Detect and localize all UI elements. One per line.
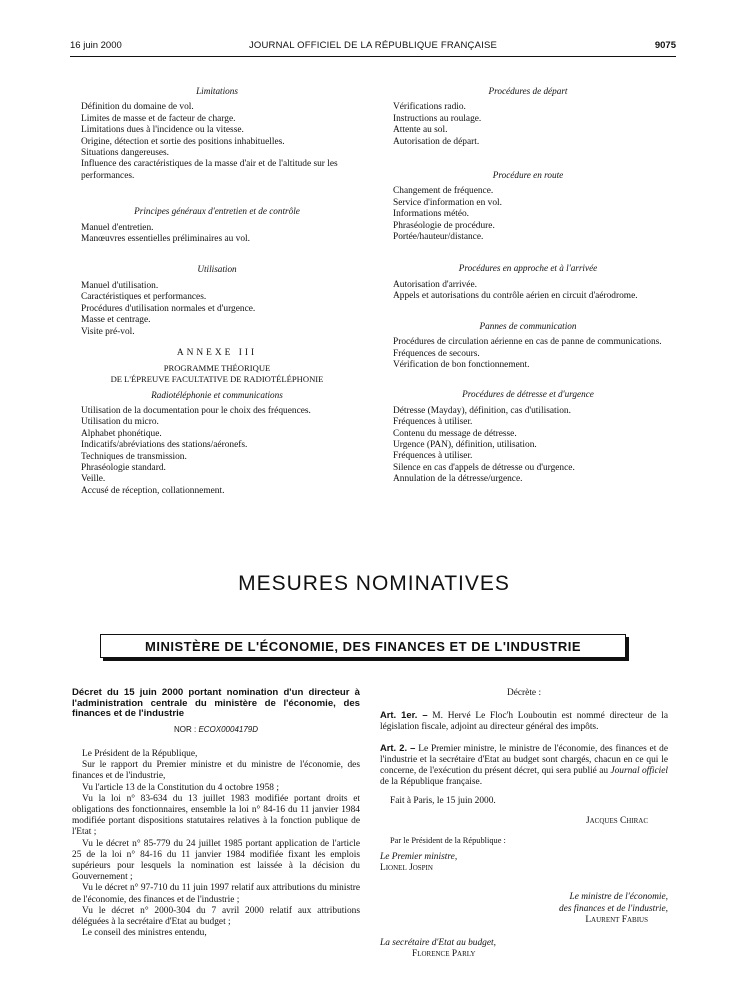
- list-item: Caractéristiques et performances.: [81, 292, 207, 303]
- section: [384, 389, 672, 485]
- section-heading: Utilisation: [197, 264, 237, 275]
- secretary-title: La secrétaire d'Etat au budget,: [380, 938, 496, 949]
- list-item: Autorisation d'arrivée.: [393, 279, 477, 290]
- list-item: Phraséologie de procédure.: [393, 220, 495, 231]
- list-item: Manuel d'utilisation.: [81, 280, 159, 291]
- section: [384, 263, 672, 302]
- section-heading: Procédures en approche et à l'arrivée: [458, 263, 598, 274]
- header-title: JOURNAL OFFICIEL DE LA RÉPUBLIQUE FRANÇAISE: [248, 40, 498, 51]
- decree-paragraph: Sur le rapport du Premier ministre et du ministre de l'économie, des finances et de l'industrie,: [72, 760, 360, 782]
- list-item: Limitations dues à l'incidence ou la vitesse.: [81, 125, 244, 136]
- pm-name: Lionel Jospin: [380, 863, 433, 874]
- secretary-name: Florence Parly: [412, 949, 476, 960]
- list-item: Appels et autorisations du contrôle aérien en circuit d'aérodrome.: [393, 291, 638, 302]
- section: [384, 86, 672, 148]
- annex-program-title: [72, 363, 362, 384]
- article-2-label: Art. 2. –: [380, 741, 416, 753]
- pm-title: Le Premier ministre,: [380, 852, 458, 863]
- section-heading: Procédure en route: [492, 170, 564, 181]
- section-heading-mesures: MESURES NOMINATIVES: [238, 572, 510, 595]
- section: [384, 170, 672, 243]
- list-item: Portée/hauteur/distance.: [393, 232, 484, 243]
- list-item: Limites de masse et de facteur de charge.: [81, 113, 236, 124]
- list-item: Procédures d'utilisation normales et d'urgence.: [81, 303, 256, 314]
- list-item: Vérifications radio.: [393, 102, 466, 113]
- decree-paragraph: Le conseil des ministres entendu,: [82, 928, 207, 939]
- decree-paragraphs: [72, 749, 360, 939]
- article-2-text-b: de la République française.: [380, 777, 483, 788]
- decree-title: Décret du 15 juin 2000 portant nomination d'un directeur à l'administration centrale du ministère de l'économie, des finances et de l'industrie: [72, 687, 360, 720]
- decrete-label: Décrète :: [506, 688, 542, 698]
- list-item: Fréquences à utiliser.: [393, 417, 473, 428]
- minister-title-2: des finances et de l'industrie,: [558, 903, 668, 914]
- list-item: Masse et centrage.: [81, 315, 151, 326]
- list-item: Influence des caractéristiques de la masse d'air et de l'altitude sur les performances.: [81, 159, 338, 181]
- decree-paragraph: Le Président de la République,: [82, 748, 198, 759]
- section: [72, 86, 362, 182]
- section-heading: Pannes de communication: [479, 320, 577, 331]
- list-item: Indicatifs/abréviations des stations/aéronefs.: [81, 440, 248, 451]
- annex-label: ANNEXE III: [176, 347, 258, 358]
- decree-right-column: [380, 688, 668, 960]
- article-2-journal: Journal officiel: [610, 766, 668, 777]
- ministry-title: MINISTÈRE DE L'ÉCONOMIE, DES FINANCES ET DE L'INDUSTRIE: [145, 638, 581, 654]
- list-item: Phraséologie standard.: [81, 462, 166, 473]
- list-item: Utilisation du micro.: [81, 417, 159, 428]
- list-item: Visite pré-vol.: [81, 326, 135, 337]
- decree-paragraph: Vu la loi n° 83-634 du 13 juillet 1983 modifiée portant droits et obligations des fonctionnaires, ensemble la loi n° 84-16 du 11 janvier 1984 modifiée portant dispositions statutaires relatives à la fonction publique de l'Etat ;: [72, 793, 360, 838]
- list-item: Veille.: [81, 474, 106, 485]
- page-header: [70, 40, 676, 54]
- header-rule: [70, 56, 676, 57]
- decree-paragraph: Vu l'article 13 de la Constitution du 4 octobre 1958 ;: [82, 782, 279, 793]
- list-item: Procédures de circulation aérienne en cas de panne de communications.: [393, 337, 662, 348]
- president-signature: Jacques Chirac: [585, 815, 648, 826]
- list-item: Alphabet phonétique.: [81, 428, 162, 439]
- header-page-number: 9075: [654, 40, 676, 51]
- list-item: Utilisation de la documentation pour le choix des fréquences.: [81, 405, 311, 416]
- decree-paragraph: Vu le décret n° 97-710 du 11 juin 1997 relatif aux attributions du ministre de l'économie, des finances et de l'industrie ;: [72, 883, 360, 905]
- list-item: Annulation de la détresse/urgence.: [393, 474, 523, 485]
- list-item: Instructions au roulage.: [393, 113, 482, 124]
- header-date: 16 juin 2000: [70, 40, 122, 51]
- list-item: Contenu du message de détresse.: [393, 428, 517, 439]
- article-2-text-a: Le Premier ministre, le ministre de l'économie, des finances et de l'industrie et la secrétaire d'Etat au budget sont chargés, chacun en ce qui le concerne, de l'exécution du présent décret, qui sera publié au: [380, 743, 669, 777]
- section: [72, 206, 362, 245]
- minister-title-1: Le ministre de l'économie,: [569, 892, 668, 903]
- section-heading: Principes généraux d'entretien et de contrôle: [134, 206, 300, 217]
- section: [384, 321, 672, 372]
- list-item: Manœuvres essentielles préliminaires au vol.: [81, 234, 250, 245]
- section: [72, 264, 362, 337]
- section-heading: Procédures de détresse et d'urgence: [462, 389, 594, 400]
- section-heading: Radiotéléphonie et communications: [151, 389, 283, 400]
- nor-label: NOR :: [173, 724, 197, 734]
- decree-paragraph: Vu le décret n° 2000-304 du 7 avril 2000 relatif aux attributions déléguées à la secrétaire d'Etat au budget ;: [72, 905, 360, 928]
- list-item: Silence en cas d'appels de détresse ou d'urgence.: [393, 462, 575, 473]
- list-item: Informations météo.: [393, 209, 470, 220]
- article-1-text: M. Hervé Le Floc'h Louboutin est nommé directeur de la législation fiscale, adjoint au directeur général des impôts.: [380, 711, 668, 733]
- decree-nor: [72, 724, 360, 735]
- left-column: [72, 86, 362, 497]
- list-item: Accusé de réception, collationnement.: [81, 485, 225, 496]
- list-item: Urgence (PAN), définition, utilisation.: [393, 439, 537, 450]
- fait-a-paris: Fait à Paris, le 15 juin 2000.: [390, 796, 496, 807]
- minister-name: Laurent Fabius: [585, 914, 648, 925]
- decree-paragraph: Vu le décret n° 85-779 du 24 juillet 1985 portant application de l'article 25 de la loi n° 84-16 du 11 janvier 1984 modifiée fixant les emplois supérieurs pour lesquels la nomination est laissée à la décision du Gouvernement ;: [72, 838, 360, 883]
- article-1: [380, 709, 668, 733]
- list-item: Origine, détection et sortie des positions inhabituelles.: [81, 136, 285, 147]
- section-heading: Limitations: [196, 86, 238, 96]
- par-le-president: Par le Président de la République :: [390, 835, 506, 845]
- list-item: Détresse (Mayday), définition, cas d'utilisation.: [393, 405, 571, 416]
- list-item: Techniques de transmission.: [81, 451, 187, 462]
- right-column: [384, 86, 672, 486]
- article-2: [380, 742, 668, 789]
- decree-left-column: [72, 688, 360, 939]
- annex-program-line: DE L'ÉPREUVE FACULTATIVE DE RADIOTÉLÉPHONIE: [110, 373, 324, 384]
- list-item: Définition du domaine de vol.: [81, 102, 194, 113]
- nor-code: ECOX0004179D: [198, 724, 259, 734]
- ministry-banner: [100, 634, 626, 658]
- section-heading: Procédures de départ: [488, 86, 568, 96]
- annex-program-line: PROGRAMME THÉORIQUE: [163, 363, 271, 374]
- list-item: Fréquences à utiliser.: [393, 451, 473, 462]
- list-item: Changement de fréquence.: [393, 186, 494, 197]
- list-item: Fréquences de secours.: [393, 348, 480, 359]
- list-item: Autorisation de départ.: [393, 136, 480, 147]
- section: [72, 390, 362, 498]
- list-item: Situations dangereuses.: [81, 148, 170, 159]
- list-item: Manuel d'entretien.: [81, 222, 154, 233]
- list-item: Vérification de bon fonctionnement.: [393, 359, 530, 370]
- list-item: Attente au sol.: [393, 125, 448, 136]
- article-1-label: Art. 1er. –: [380, 709, 428, 721]
- list-item: Service d'information en vol.: [393, 197, 502, 208]
